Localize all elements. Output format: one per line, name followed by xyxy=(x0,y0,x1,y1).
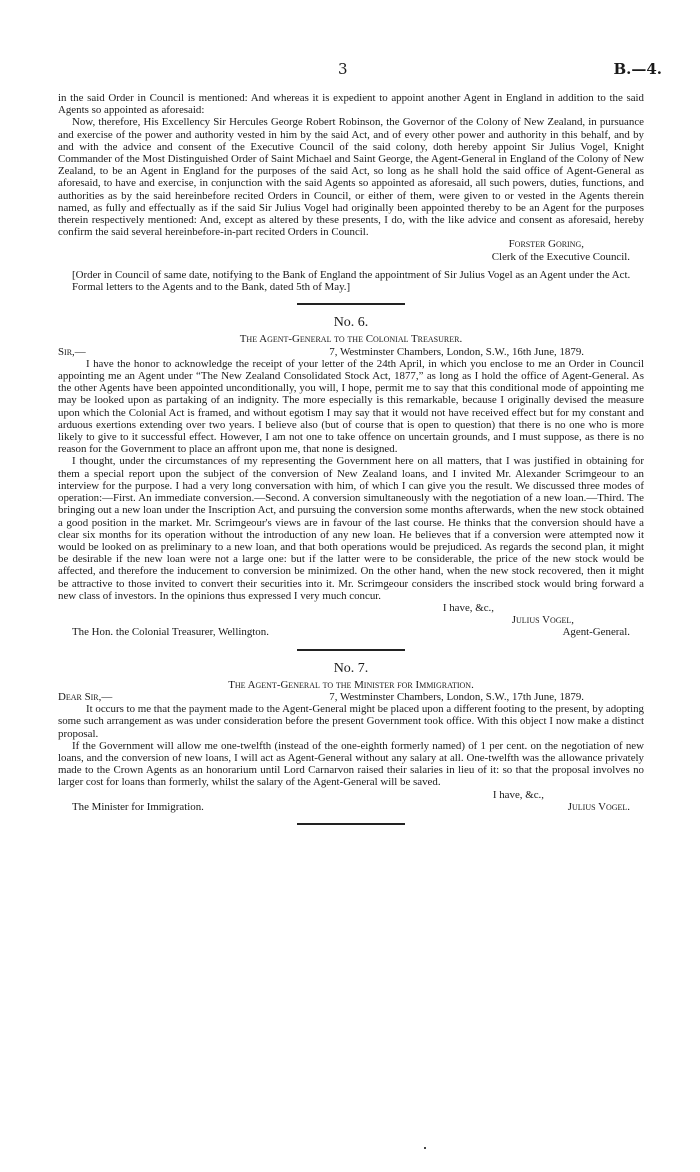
intro-paragraph-2: Now, therefore, His Excellency Sir Hercules George Robert Robinson, the Governor of the Colony of New Zealand, in pursuance and exercise of the power and authority vested in him by the said Act, and of every other power and authority in this behalf, and by and with the advice and consent of the Executive Council of the said colony, doth hereby appoint Sir Julius Vogel, Knight Commander of the Most Distinguished Order of Saint Michael and Saint George, the Agent-General in England of the Colony of New Zealand, to be an Agent in England for the purposes of the said Act, so long as he shall hold the said office of Agent-General as aforesaid, to have and exercise, in conjunction with the said Agents so appointed as aforesaid, all such powers, duties, functions, and authorities as by the said hereinbefore recited Orders in Council, or either of them, were given to or vested in the Agents therein named, as fully and effectually as if the said Sir Julius Vogel had originally been appointed thereby to be an Agent for the purposes therein respectively mentioned: And, except as altered by these presents, I do, with the like advice and consent as aforesaid, hereby confirm the said several hereinbefore-in-part recited Orders in Council. xyxy=(58,116,644,239)
clerk-signature-name: Forster Goring, xyxy=(508,238,584,251)
letter-7-signature-name: Julius Vogel. xyxy=(567,800,630,813)
section-divider-3 xyxy=(297,823,405,825)
intro-paragraph-1: in the said Order in Council is mentioned: And whereas it is expedient to appoint another Agent in England in addition to the said Agents so appointed as aforesaid: xyxy=(58,92,644,117)
letter-7-dateline xyxy=(58,691,644,703)
section-divider-2 xyxy=(297,649,405,651)
letter-6-paragraph-2: I thought, under the circumstances of my representing the Government here on all matters, that I was justified in obtaining for them a special report upon the subject of the conversion of New Zealand loans, and I invited Mr. Alexander Scrimgeour to an interview for the purpose. I had a very long conversation with him, of which I can give you the result. We discussed three modes of operation:—First. An immediate conversion.—Second. A conversion simultaneously with the negotiation of a new loan.—Third. The bringing out a new loan under the Inscription Act, and pursuing the conversion some months afterwards, when the new stock obtained a good position in the market. Mr. Scrimgeour's views are in favour of the last course. He thinks that the conversion should have a clear six months for its operation without the introduction of any new loan. He believes that if a conversion were attempted now it would be looked on as preliminary to a new loan, and that both operations would be prejudiced. As regards the second plan, it might be desirable if the new loan were not a large one: but if the latter were to be considerable, the price of the new stock would be affected, and therefore the inducement to conversion be minimized. On the other hand, when the new stock recovered, then it might be attractive to those invited to convert their securities into it. Mr. Scrimgeour considers the inscribed stock would bring forward a new class of investors. In the opinions thus expressed I very much concur. xyxy=(58,455,644,602)
letter-6-heading: The Agent-General to the Colonial Treasurer. xyxy=(239,333,463,346)
letter-7-closing: I have, &c., xyxy=(492,788,544,801)
letter-7-salutation: Dear Sir,— xyxy=(58,690,113,703)
letter-6-closing: I have, &c., xyxy=(442,601,494,614)
letter-6-footer xyxy=(58,626,644,638)
letter-6-addressee: The Hon. the Colonial Treasurer, Wellington. xyxy=(72,626,269,639)
intro-note-1: [Order in Council of same date, notifying to the Bank of England the appointment of Sir Julius Vogel as an Agent under the Act. xyxy=(72,268,631,281)
letter-6-dateline xyxy=(58,346,644,358)
letter-6-paragraph-1: I have the honor to acknowledge the receipt of your letter of the 24th April, in which you enclose to me an Order in Council appointing me an Agent under “The New Zealand Consolidated Stock Act, 1877,” as long as I hold the office of Agent-General. As the other Agents have been appointed unconditionally, you will, I hope, permit me to say that this conditional mode of appointing me may be looked upon as partaking of an indignity. The more especially is this remarkable, because I originally devised the measure upon which the Colonial Act is framed, and without egotism I may say that it would not have received effect but for my constant and arduous exertions extending over two years. I believe also (but of course that is open to question) that there is no one who is more likely to give to it successful effect. However, I am not one to take offence on uncertain grounds, and I must suppose, as there is no reason for the Government to place an affront upon me, that none is designed. xyxy=(58,357,644,456)
letter-6-address: 7, Westminster Chambers, London, S.W., 16th June, 1879. xyxy=(329,345,584,358)
page-body xyxy=(58,92,644,837)
page-header xyxy=(0,60,700,82)
section-divider-1 xyxy=(297,303,405,305)
letter-7-paragraph-1: It occurs to me that the payment made to the Agent-General might be placed upon a different footing to the present, by adopting some such arrangement as was under consideration before the present Government took office. With this object I now make a distinct proposal. xyxy=(58,703,644,740)
letter-6-signature-title: Agent-General. xyxy=(562,626,630,639)
letter-6-salutation: Sir,— xyxy=(58,345,86,358)
letter-6-number: No. 6. xyxy=(333,315,369,331)
intro-note-2: Formal letters to the Agents and to the Bank, dated 5th of May.] xyxy=(72,281,351,294)
page-number: 3 xyxy=(338,60,348,78)
letter-7-paragraph-2: If the Government will allow me one-twelfth (instead of the one-eighth formerly named) of 1 per cent. on the negotiation of new loans, and the conversion of new loans, I will act as Agent-General without any salary at all. One-twelfth was the allowance privately made to the Crown Agents as an honorarium until Lord Carnarvon raised their salaries in lieu of it: so that the proposal involves no larger cost for loans than formerly, whilst the salary of the Agent-General will be saved. xyxy=(58,739,644,789)
letter-7-heading: The Agent-General to the Minister for Immigration. xyxy=(228,678,474,691)
page-speck xyxy=(424,1147,426,1149)
letter-7-address: 7, Westminster Chambers, London, S.W., 17th June, 1879. xyxy=(329,690,584,703)
document-reference: B.—4. xyxy=(613,60,662,78)
letter-7-addressee: The Minister for Immigration. xyxy=(72,800,204,813)
clerk-signature-title: Clerk of the Executive Council. xyxy=(491,250,630,263)
letter-7-number: No. 7. xyxy=(333,660,369,676)
letter-7-footer xyxy=(58,801,644,813)
letter-6-signature-name: Julius Vogel, xyxy=(511,614,574,627)
